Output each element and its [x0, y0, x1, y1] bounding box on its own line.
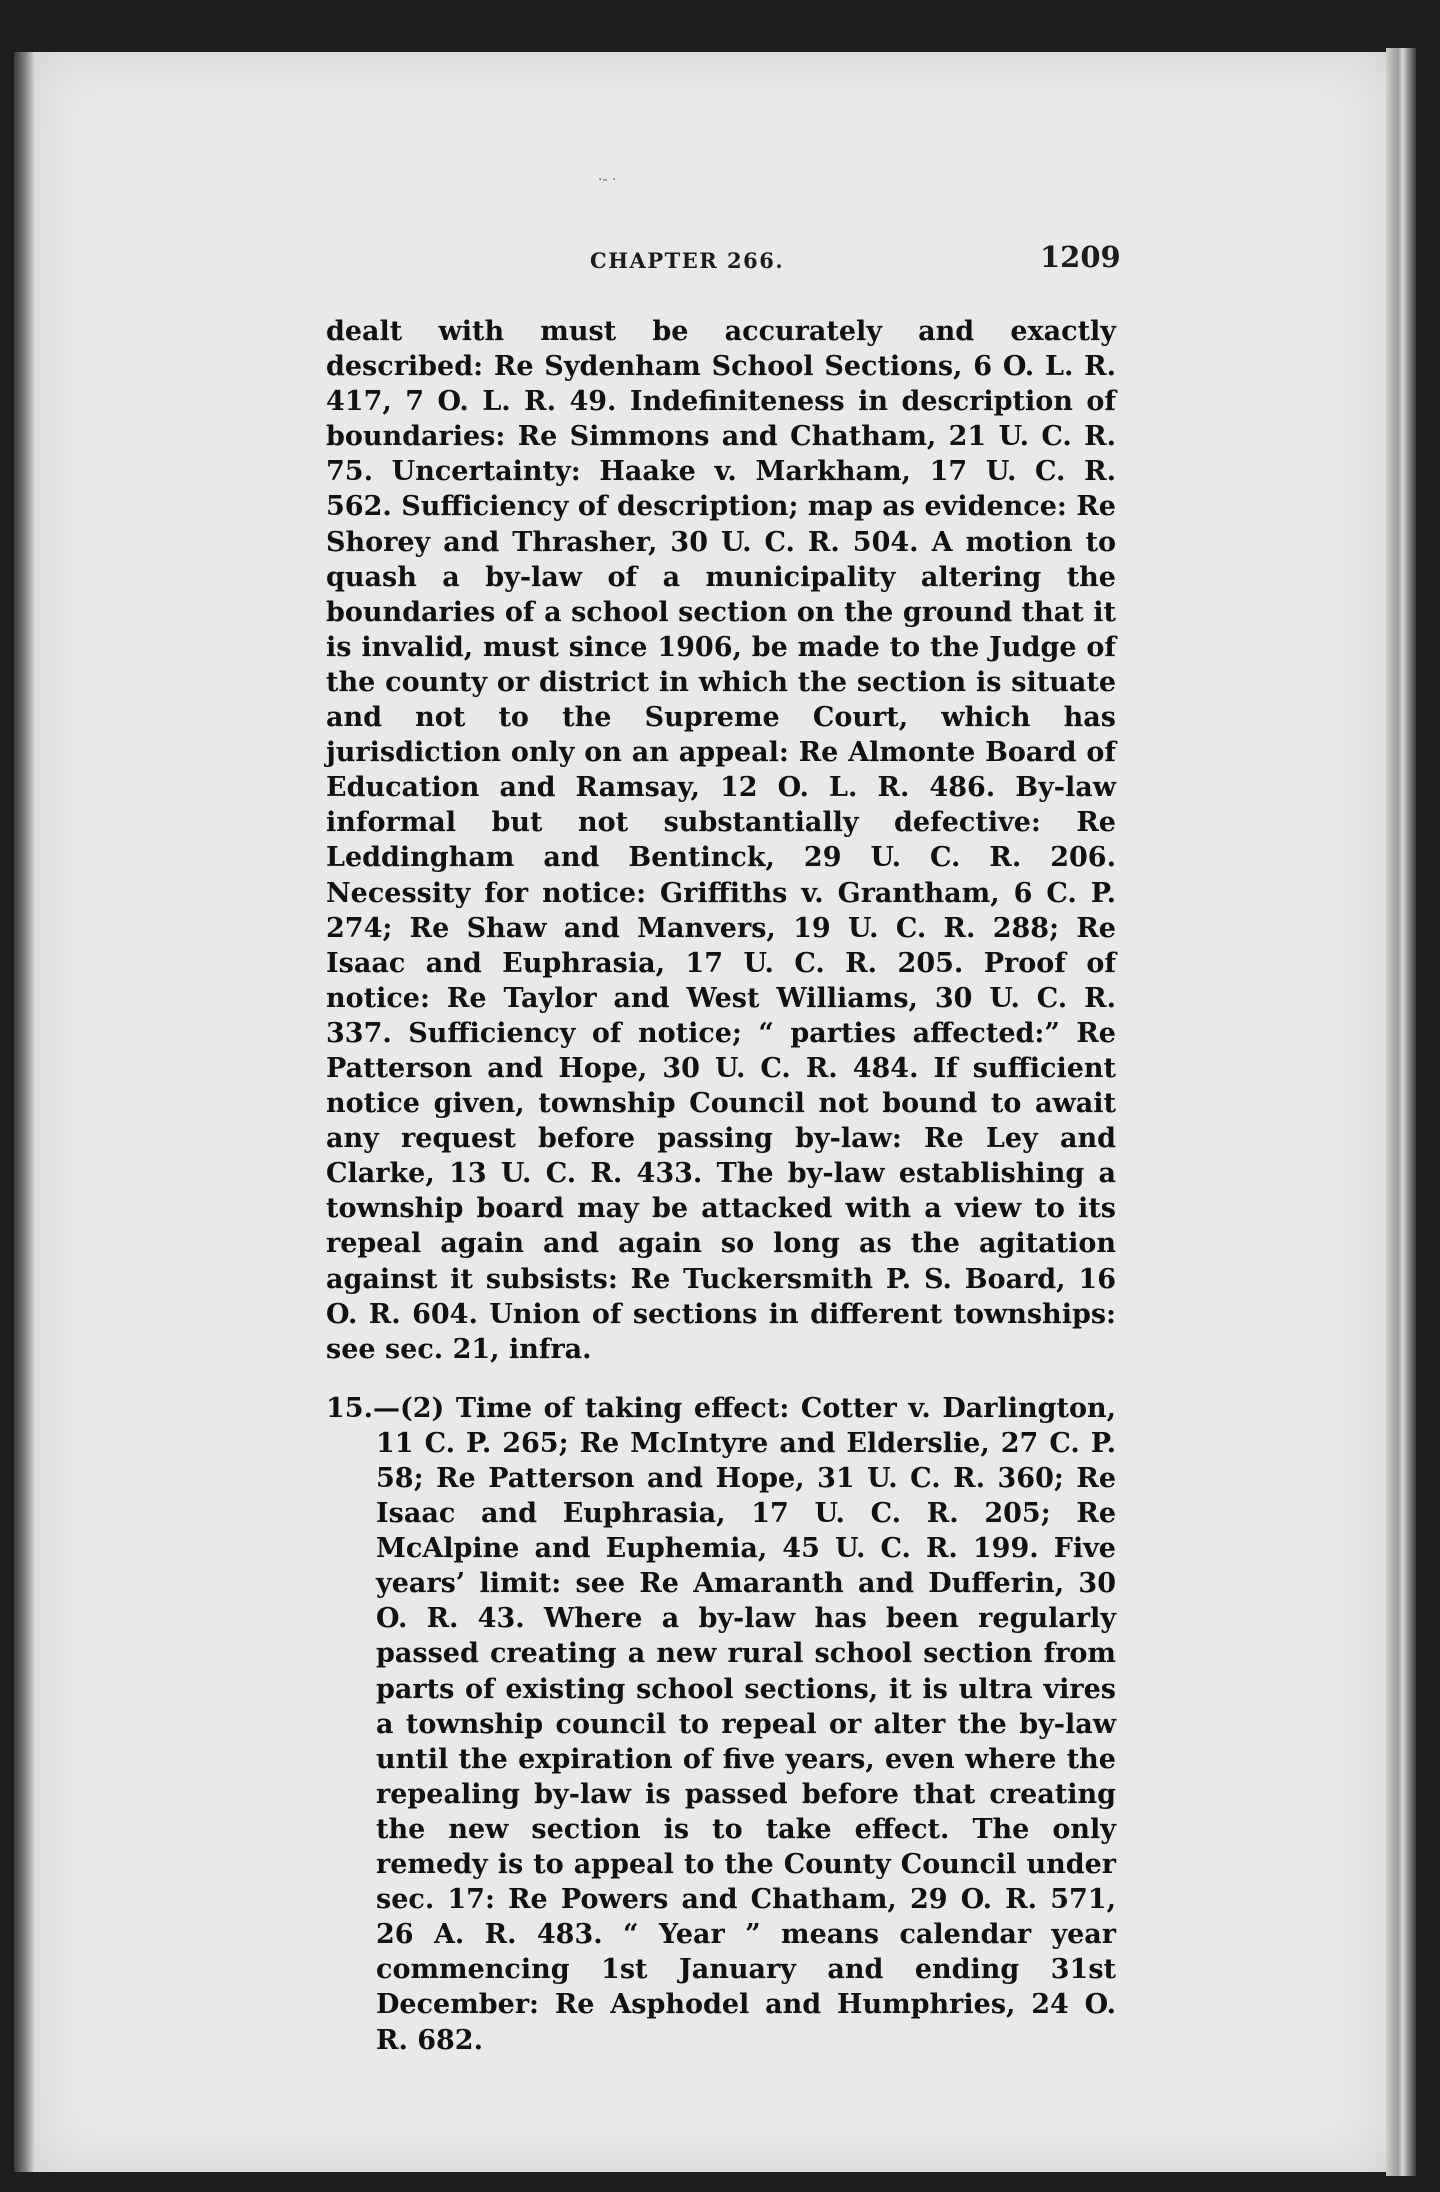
page-number: 1209 [1040, 240, 1121, 274]
section-number: 15.—(2) [326, 1392, 445, 1424]
page-header [0, 238, 1440, 288]
scan-speck: ·- · [598, 172, 617, 188]
body-text [326, 314, 1116, 2058]
paragraph-1 [326, 314, 1116, 1367]
book-spine-shadow [14, 52, 34, 2172]
paragraph-1-text: dealt with must be accurately and exactly described: Re Sydenham School Sections, 6 O. L. R. 417, 7 O. L. R. 49. Indefiniteness in description of boundaries: Re Simmons and Chatham, 21 U. C. R. 75. Uncertainty: Haake v. Markham, 17 U. C. R. 562. Sufficiency of description; map as evidence: Re Shorey and Thrasher, 30 U. C. R. 504. A motion to quash a by-law of a municipality altering the boundaries of a school section on the ground that it is invalid, must since 1906, be made to the Judge of the county or district in which the section is situate and not to the Supreme Court, which has jurisdiction only on an appeal: Re Almonte Board of Education and Ramsay, 12 O. L. R. 486. By-law informal but not substantially defective: Re Leddingham and Bentinck, 29 U. C. R. 206. Necessity for notice: Griffiths v. Grantham, 6 C. P. 274; Re Shaw and Manvers, 19 U. C. R. 288; Re Isaac and Euphrasia, 17 U. C. R. 205. Proof of notice: Re Taylor and West Williams, 30 U. C. R. 337. Sufficiency of notice; “ parties affected:” Re Patterson and Hope, 30 U. C. R. 484. If sufficient notice given, township Council not bound to await any request before passing by-law: Re Ley and Clarke, 13 U. C. R. 433. The by-law establishing a township board may be attacked with a view to its repeal again and again so long as the agitation against it subsists: Re Tuckersmith P. S. Board, 16 O. R. 604. Union of sections in different townships: see sec. 21, infra. [326, 316, 1116, 1365]
running-head: CHAPTER 266. [590, 248, 785, 273]
paragraph-2 [326, 1391, 1116, 2058]
page-edge-stack [1386, 48, 1416, 2176]
paragraph-2-text: Time of taking effect: Cotter v. Darlington, 11 C. P. 265; Re McIntyre and Elderslie, 27 C. P. 58; Re Patterson and Hope, 31 U. C. R. 360; Re Isaac and Euphrasia, 17 U. C. R. 205; Re McAlpine and Euphemia, 45 U. C. R. 199. Five years’ limit: see Re Amaranth and Dufferin, 30 O. R. 43. Where a by-law has been regularly passed creating a new rural school section from parts of existing school sections, it is ultra vires a township council to repeal or alter the by-law until the expiration of five years, even where the repealing by-law is passed before that creating the new section is to take effect. The only remedy is to appeal to the County Council under sec. 17: Re Powers and Chatham, 29 O. R. 571, 26 A. R. 483. “ Year ” means calendar year commencing 1st January and ending 31st December: Re Asphodel and Humphries, 24 O. R. 682. [376, 1392, 1116, 2056]
